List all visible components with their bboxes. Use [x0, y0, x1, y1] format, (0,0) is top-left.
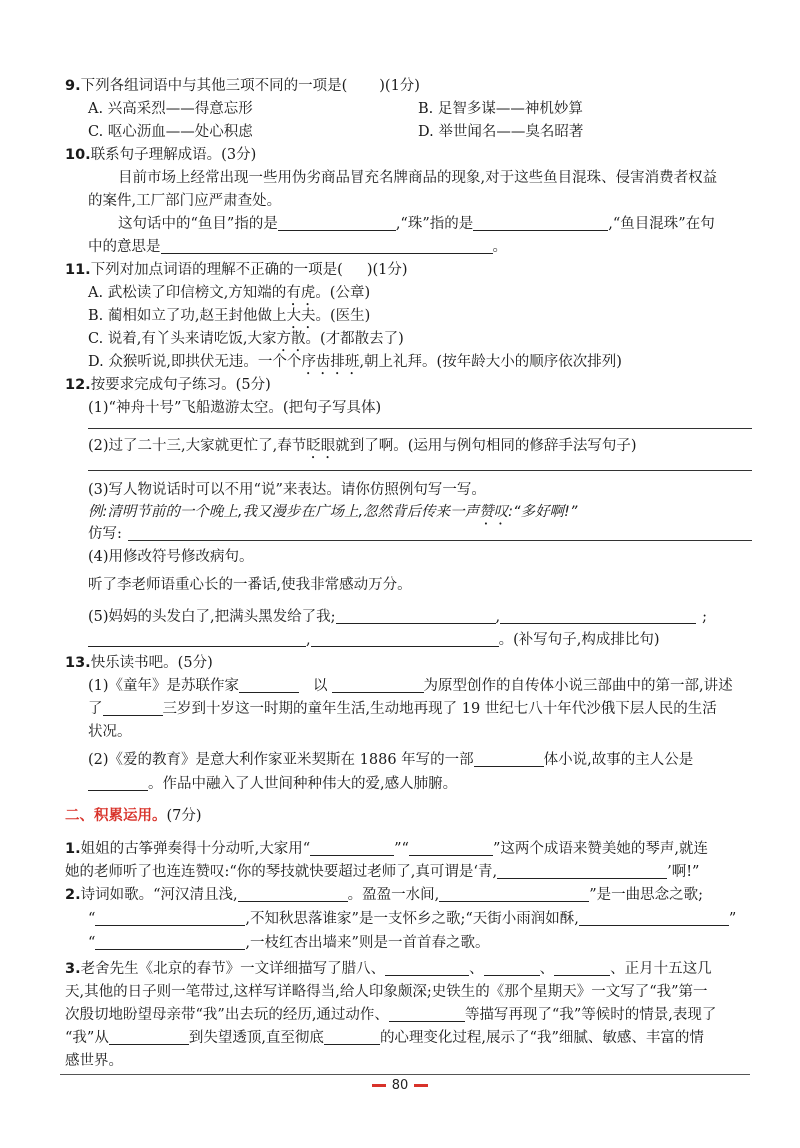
dotted-word: 序齿排班	[301, 354, 360, 370]
section-score: (7分)	[166, 808, 202, 824]
answer-blank[interactable]	[238, 887, 348, 902]
s2q1-line1: 1.姐姐的古筝弹奏得十分动听,大家用“ ”“ ”这两个成语来赞美她的琴声,就连	[65, 841, 708, 857]
prompt-text: ,“鱼目混珠”在句	[608, 216, 715, 232]
answer-blank[interactable]	[332, 678, 424, 693]
q11-option-d: D. 众猴听说,即拱伏无违。一个个序齿排班,朝上礼拜。(按年龄大小的顺序依次排列)	[88, 354, 622, 370]
q9-option-c: C. 呕心沥血——处心积虑	[88, 124, 253, 140]
q9-option-d: D. 举世闻名——臭名昭著	[418, 124, 584, 140]
answer-blank[interactable]	[109, 1030, 189, 1045]
question-number: 13.	[65, 655, 91, 671]
s2q2-line2: “ ,不知秋思落谁家”是一支怀乡之歌;“天街小雨润如酥, ”	[88, 911, 737, 927]
q10-stem	[65, 145, 256, 165]
answer-blank[interactable]	[554, 961, 610, 976]
page-number-bar-left	[372, 1084, 386, 1087]
q12-imitate-label: 仿写:	[88, 526, 122, 542]
q13-sub2-line1: (2)《爱的教育》是意大利作家亚米契斯在 1886 年写的一部 体小说,故事的主人公是	[88, 752, 694, 768]
q12-sub4: (4)用修改符号修改病句。	[88, 549, 254, 565]
answer-blank[interactable]	[311, 632, 499, 647]
answer-blank[interactable]	[484, 961, 540, 976]
prompt-text: 这句话中的“鱼目”指的是	[118, 216, 278, 232]
question-number: 11.	[65, 262, 91, 278]
question-number: 3.	[65, 961, 81, 977]
question-score: )(1分)	[366, 262, 408, 278]
answer-blank[interactable]	[324, 1030, 380, 1045]
q12-sub3: (3)写人物说话时可以不用“说”来表达。请你仿照例句写一写。	[88, 482, 486, 498]
q13-sub2-line2: 。作品中融入了人世间种种伟大的爱,感人肺腑。	[88, 774, 457, 794]
q10-passage-line1: 目前市场上经常出现一些用伪劣商品冒充名牌商品的现象,对于这些鱼目混珠、侵害消费者权益	[118, 170, 718, 186]
answer-blank[interactable]	[103, 701, 163, 716]
answer-blank[interactable]	[439, 887, 589, 902]
answer-blank[interactable]	[88, 776, 148, 791]
s2q3-line3: 次殷切地盼望母亲带“我”出去玩的经历,通过动作、 等描写再现了“我”等候时的情景,表现了	[65, 1007, 717, 1023]
answer-blank[interactable]	[310, 841, 394, 856]
q9-option-b: B. 足智多谋——神机妙算	[418, 101, 583, 117]
answer-line[interactable]	[88, 428, 752, 429]
answer-blank[interactable]	[497, 864, 667, 879]
q11-stem	[65, 260, 408, 280]
q12-example: 例:清明节前的一个晚上,我又漫步在广场上,忽然背后传来一声赞叹:“多好啊!”	[88, 504, 578, 520]
prompt-text: ,“珠”指的是	[395, 216, 474, 232]
q13-sub1-line1: (1)《童年》是苏联作家 以 为原型创作的自传体小说三部曲中的第一部,讲述	[88, 678, 733, 694]
s2q3-line2: 天,其他的日子则一笔带过,这样写详略得当,给人印象颇深;史铁生的《那个星期天》一文写了“我”第一	[65, 984, 708, 1000]
q11-option-b: B. 蔺相如立了功,赵王封他做上大夫。(医生)	[88, 308, 371, 324]
s2q2-line3: “ ,一枝红杏出墙来”则是一首首春之歌。	[88, 935, 490, 951]
s2q1-line2: 她的老师听了也连连赞叹:“你的琴技就快要超过老师了,真可谓是‘青, ’啊!”	[65, 864, 700, 880]
dotted-word: 大夫	[286, 308, 316, 324]
dotted-word: 方散	[276, 331, 306, 347]
q10-fill-line2	[88, 237, 507, 257]
q9-stem	[65, 76, 420, 96]
s2q3-line1: 3.老舍先生《北京的春节》一文详细描写了腊八、 、 、 、正月十五这几	[65, 961, 712, 977]
q10-passage-line2: 的案件,工厂部门应严肃查处。	[88, 193, 282, 209]
section-title: 二、积累运用。	[65, 808, 167, 824]
prompt-text: 。	[492, 239, 507, 255]
answer-blank[interactable]	[336, 609, 496, 624]
q11-option-a: A. 武松读了印信榜文,方知端的有虎。(公章)	[88, 285, 371, 301]
footer-divider	[60, 1074, 750, 1075]
q13-sub1-line3: 状况。	[88, 724, 132, 740]
question-number: 10.	[65, 147, 91, 163]
q11-option-c: C. 说着,有丫头来请吃饭,大家方散。(才都散去了)	[88, 331, 404, 347]
page-number	[0, 1078, 800, 1093]
dotted-word: 有虎	[286, 285, 316, 301]
q10-fill-line1	[118, 214, 715, 234]
q12-sub5-line2: , 。(补写句子,构成排比句)	[88, 630, 660, 650]
q13-stem	[65, 653, 213, 673]
page-number-bar-right	[414, 1084, 428, 1087]
answer-blank[interactable]	[473, 216, 608, 231]
answer-blank[interactable]	[385, 961, 469, 976]
q13-sub1-line2: 了 三岁到十岁这一时期的童年生活,生动地再现了 19 世纪七八十年代沙俄下层人民的生活	[88, 701, 717, 717]
answer-line[interactable]	[128, 540, 752, 541]
question-text: 下列各组词语中与其他三项不同的一项是(	[80, 78, 348, 94]
answer-blank[interactable]	[239, 678, 299, 693]
dotted-word: 眨眼	[306, 438, 336, 454]
question-number: 9.	[65, 78, 81, 94]
question-text: 下列对加点词语的理解不正确的一项是(	[90, 262, 343, 278]
question-number: 2.	[65, 887, 81, 903]
answer-blank[interactable]	[278, 216, 396, 231]
prompt-text: 中的意思是	[88, 239, 161, 255]
answer-blank[interactable]	[161, 239, 493, 254]
q12-stem	[65, 375, 271, 395]
answer-blank[interactable]	[474, 752, 544, 767]
question-number: 1.	[65, 841, 81, 857]
s2q2-line1: 2.诗词如歌。“河汉清且浅, 。盈盈一水间, ”是一曲思念之歌;	[65, 887, 704, 903]
s2q3-line5: 感世界。	[65, 1053, 123, 1069]
answer-blank[interactable]	[95, 935, 245, 950]
question-text: 快乐读书吧。(5分)	[90, 655, 213, 671]
s2q3-line4: “我”从 到失望透顶,直至彻底 的心理变化过程,展示了“我”细腻、敏感、丰富的情	[65, 1030, 704, 1046]
q12-sick-sentence: 听了李老师语重心长的一番话,使我非常感动万分。	[88, 577, 412, 593]
answer-blank[interactable]	[389, 1007, 465, 1022]
q12-sub5-line1: (5)妈妈的头发白了,把满头黑发给了我; , ;	[88, 609, 708, 625]
question-text: 联系句子理解成语。(3分)	[90, 147, 257, 163]
section-heading	[65, 806, 202, 826]
q12-sub2: (2)过了二十三,大家就更忙了,春节眨眼就到了啊。(运用与例句相同的修辞手法写句子)	[88, 438, 637, 454]
answer-line[interactable]	[88, 470, 752, 471]
question-score: )(1分)	[379, 78, 420, 94]
answer-blank[interactable]	[500, 609, 696, 624]
answer-blank[interactable]	[409, 841, 493, 856]
answer-blank[interactable]	[579, 911, 729, 926]
page-number-text: 80	[391, 1078, 409, 1093]
question-text: 按要求完成句子练习。(5分)	[90, 377, 271, 393]
dotted-word: 赞叹	[479, 504, 509, 520]
question-number: 12.	[65, 377, 91, 393]
q12-sub1: (1)“神舟十号”飞船遨游太空。(把句子写具体)	[88, 400, 382, 416]
q9-option-a: A. 兴高采烈——得意忘形	[88, 101, 253, 117]
answer-blank[interactable]	[95, 911, 245, 926]
answer-blank[interactable]	[88, 632, 306, 647]
